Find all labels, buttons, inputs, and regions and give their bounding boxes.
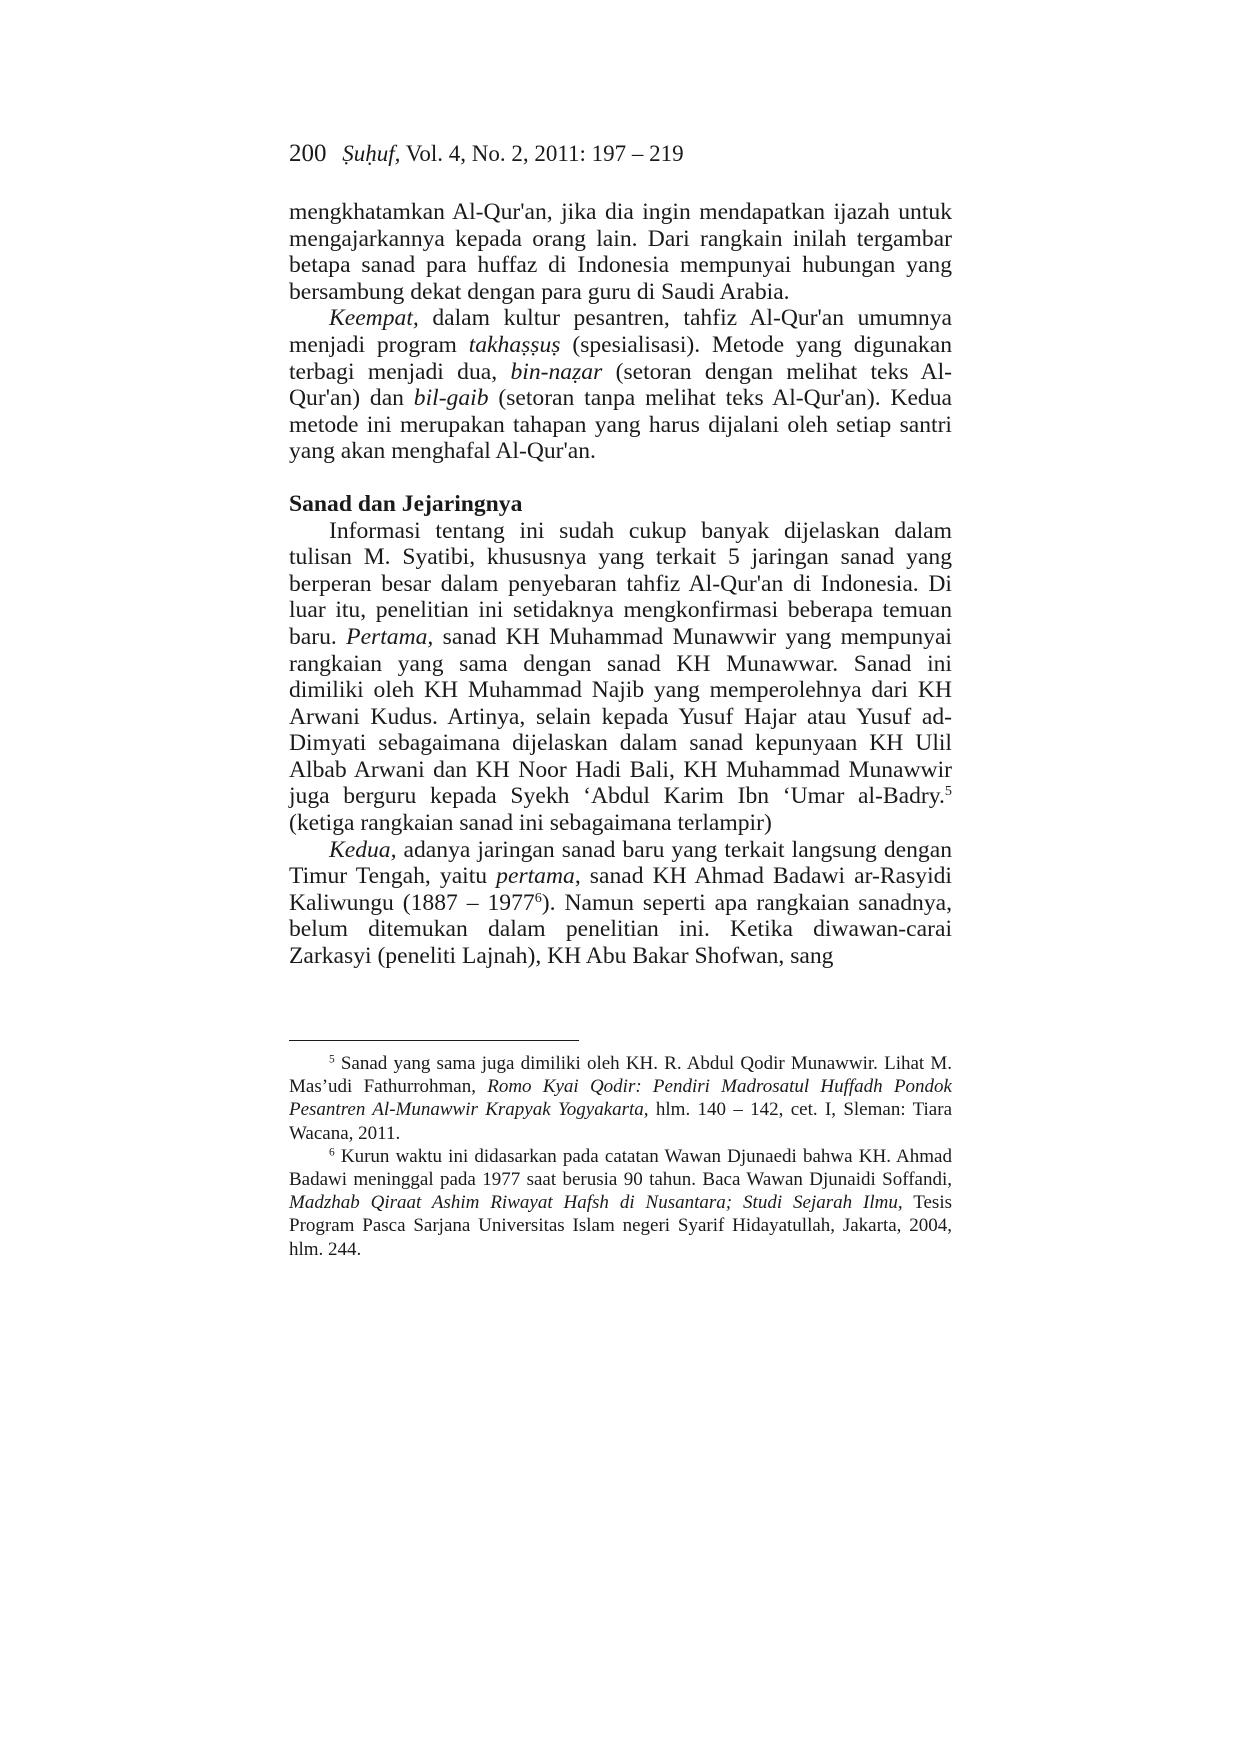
footnote-divider	[289, 1040, 579, 1041]
footnote-ref-5[interactable]: 5	[944, 783, 952, 800]
main-text	[289, 199, 952, 970]
running-header	[289, 140, 684, 168]
text-run: Informasi tentang ini sudah cukup banyak dijelaskan dalam tulisan M. Syatibi, khususnya yang terkait 5 jaringan sanad yang berperan besar dalam penyebaran tahfiz Al-Qur'an di Indonesia. Di luar itu, penelitian ini setidaknya mengkonfirmasi beberapa temuan baru.	[289, 517, 952, 650]
text-run: , sanad KH Ahmad Badawi ar-Rasyidi Kaliwungu (1887 – 1977	[289, 863, 952, 916]
text-run: Tesis Program Pasca Sarjana Universitas Islam negeri Syarif Hidayatullah, Jakarta, 2004, hlm. 244.	[289, 1192, 953, 1260]
text-run: (spesialisasi). Metode yang digunakan terbagi menjadi dua,	[289, 331, 952, 385]
footnote-5	[289, 1052, 952, 1145]
emphasis: takhaṣṣuṣ	[468, 331, 561, 358]
text-run: Sanad yang sama juga dimiliki oleh KH. R. Abdul Qodir Munawwir. Lihat M. Mas’udi Fathurrohman,	[289, 1053, 952, 1098]
paragraph-keempat	[289, 305, 952, 465]
paragraph-text: mengkhatamkan Al-Qur'an, jika dia ingin mendapatkan ijazah untuk mengajarkannya kepada orang lain. Dari rangkain inilah tergambar betapa sanad para huffaz di Indonesia mempunyai hubungan yang bersambung dekat dengan para guru di Saudi Arabia.	[289, 199, 952, 305]
footnote-number: 6	[329, 1146, 335, 1159]
text-run: (setoran dengan melihat teks Al-Qur'an) dan	[289, 358, 952, 412]
text-run: hlm. 140 – 142, cet. I, Sleman: Tiara Wacana, 2011.	[289, 1099, 952, 1144]
section-spacer	[289, 465, 952, 491]
text-run: (setoran tanpa melihat teks Al-Qur'an). Kedua metode ini merupakan tahapan yang harus dijalani oleh setiap santri yang akan menghafal Al-Qur'an.	[289, 385, 952, 465]
text-run: Kurun waktu ini didasarkan pada catatan Wawan Djunaedi bahwa KH. Ahmad Badawi meninggal pada 1977 saat berusia 90 tahun. Baca Wawan Djunaidi Soffandi,	[289, 1145, 952, 1191]
journal-title: Ṣuḥuf,	[342, 141, 401, 166]
emphasis: Kedua,	[329, 836, 397, 863]
paragraph-informasi	[289, 518, 952, 837]
paragraph-continued	[289, 199, 952, 305]
text-run: dalam kultur pesantren, tahfiz Al-Qur'an umumnya menjadi program	[289, 305, 952, 358]
emphasis: pertama	[496, 863, 575, 890]
text-run: adanya jaringan sanad baru yang terkait langsung dengan Timur Tengah, yaitu	[289, 836, 952, 890]
footnote-ref-6[interactable]: 6	[534, 890, 542, 907]
page-number: 200	[289, 140, 327, 167]
text-run: (ketiga rangkaian sanad ini sebagaimana terlampir)	[289, 810, 772, 837]
text-run: sanad KH Muhammad Munawwir yang mempunyai rangkaian yang sama dengan sanad KH Munawwar. Sanad ini dimiliki oleh KH Muhammad Najib yang memperolehnya dari KH Arwani Kudus. Artinya, selain kepada Yusuf Hajar atau Yusuf ad-Dimyati sebagaimana dijelaskan dalam sanad kepunyaan KH Ulil Albab Arwani dan KH Noor Hadi Bali, KH Muhammad Munawwir juga berguru kepada Syekh ‘Abdul Karim Ibn ‘Umar al-Badry.	[289, 623, 952, 810]
footnote-number: 5	[329, 1053, 335, 1066]
journal-citation: Vol. 4, No. 2, 2011: 197 – 219	[405, 141, 684, 166]
emphasis: Keempat,	[329, 305, 419, 332]
emphasis: Madzhab Qiraat Ashim Riwayat Hafsh di Nusantara; Studi Sejarah Ilmu,	[289, 1192, 903, 1214]
emphasis: Pertama,	[346, 623, 434, 650]
paragraph-kedua	[289, 837, 952, 970]
section-heading: Sanad dan Jejaringnya	[289, 490, 523, 517]
footnote-6	[289, 1145, 952, 1261]
emphasis: bin-naẓar	[510, 358, 603, 385]
text-run: ). Namun seperti apa rangkaian sanadnya, belum ditemukan dalam penelitian ini. Ketika diwawan-carai Zarkasyi (peneliti Lajnah), KH Abu Bakar Shofwan, sang	[289, 889, 952, 970]
emphasis: Romo Kyai Qodir: Pendiri Madrosatul Huffadh Pondok Pesantren Al-Munawwir Krapyak Yogyakarta,	[289, 1076, 952, 1121]
footnotes	[289, 1052, 952, 1261]
emphasis: bil-gaib	[413, 385, 489, 412]
